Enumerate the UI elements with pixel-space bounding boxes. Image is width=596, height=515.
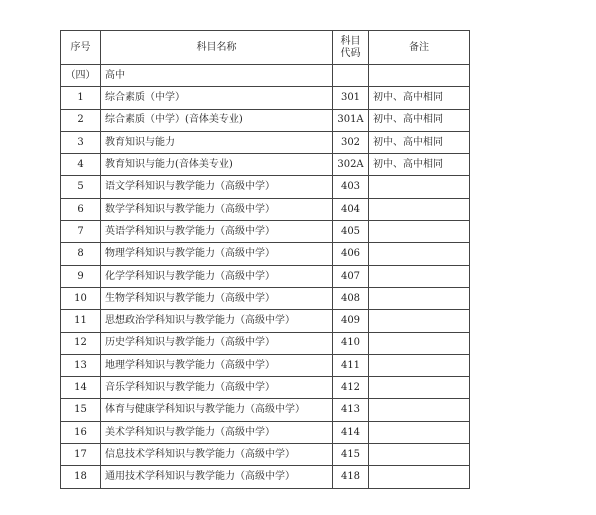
cell-no: 7	[61, 221, 101, 243]
cell-code: 412	[333, 377, 369, 399]
cell-note	[369, 310, 470, 332]
cell-no: 1	[61, 87, 101, 109]
section-code	[333, 65, 369, 87]
cell-note	[369, 243, 470, 265]
cell-code: 408	[333, 287, 369, 309]
cell-note	[369, 354, 470, 376]
section-note	[369, 65, 470, 87]
cell-code: 415	[333, 444, 369, 466]
table-row	[61, 287, 470, 309]
cell-code: 414	[333, 421, 369, 443]
cell-code: 404	[333, 198, 369, 220]
cell-note: 初中、高中相同	[369, 131, 470, 153]
cell-code: 413	[333, 399, 369, 421]
table-row	[61, 221, 470, 243]
cell-note	[369, 287, 470, 309]
cell-name: 体育与健康学科知识与教学能力（高级中学）	[101, 399, 333, 421]
header-no: 序号	[61, 31, 101, 65]
cell-name: 英语学科知识与教学能力（高级中学）	[101, 221, 333, 243]
cell-no: 8	[61, 243, 101, 265]
cell-name: 教育知识与能力(音体美专业)	[101, 154, 333, 176]
cell-no: 2	[61, 109, 101, 131]
table-header-row	[61, 31, 470, 65]
table-row	[61, 444, 470, 466]
cell-name: 信息技术学科知识与教学能力（高级中学）	[101, 444, 333, 466]
cell-code: 301	[333, 87, 369, 109]
cell-no: 3	[61, 131, 101, 153]
cell-code: 407	[333, 265, 369, 287]
table-row	[61, 176, 470, 198]
cell-name: 综合素质（中学）	[101, 87, 333, 109]
cell-no: 12	[61, 332, 101, 354]
cell-code: 410	[333, 332, 369, 354]
cell-no: 10	[61, 287, 101, 309]
cell-name: 物理学科知识与教学能力（高级中学）	[101, 243, 333, 265]
cell-name: 音乐学科知识与教学能力（高级中学）	[101, 377, 333, 399]
cell-code: 411	[333, 354, 369, 376]
section-no: （四）	[61, 65, 101, 87]
cell-code: 302	[333, 131, 369, 153]
cell-no: 4	[61, 154, 101, 176]
table-row	[61, 109, 470, 131]
cell-note: 初中、高中相同	[369, 109, 470, 131]
cell-code: 405	[333, 221, 369, 243]
cell-no: 13	[61, 354, 101, 376]
cell-name: 化学学科知识与教学能力（高级中学）	[101, 265, 333, 287]
cell-code: 301A	[333, 109, 369, 131]
cell-note	[369, 265, 470, 287]
table-row	[61, 87, 470, 109]
header-code-line1: 科目	[340, 36, 361, 47]
cell-code: 418	[333, 466, 369, 488]
cell-note	[369, 176, 470, 198]
table-row	[61, 131, 470, 153]
cell-name: 语文学科知识与教学能力（高级中学）	[101, 176, 333, 198]
cell-note	[369, 399, 470, 421]
table-row	[61, 265, 470, 287]
cell-name: 生物学科知识与教学能力（高级中学）	[101, 287, 333, 309]
table-row	[61, 198, 470, 220]
cell-no: 15	[61, 399, 101, 421]
cell-no: 9	[61, 265, 101, 287]
table-row	[61, 332, 470, 354]
table-row	[61, 466, 470, 488]
table-row	[61, 154, 470, 176]
cell-no: 11	[61, 310, 101, 332]
cell-code: 409	[333, 310, 369, 332]
cell-name: 数学学科知识与教学能力（高级中学）	[101, 198, 333, 220]
cell-name: 美术学科知识与教学能力（高级中学）	[101, 421, 333, 443]
table-row	[61, 243, 470, 265]
cell-note	[369, 466, 470, 488]
cell-note	[369, 332, 470, 354]
cell-name: 思想政治学科知识与教学能力（高级中学）	[101, 310, 333, 332]
cell-name: 通用技术学科知识与教学能力（高级中学）	[101, 466, 333, 488]
cell-no: 17	[61, 444, 101, 466]
cell-no: 6	[61, 198, 101, 220]
header-code	[333, 31, 369, 65]
table-row	[61, 399, 470, 421]
cell-note	[369, 221, 470, 243]
table-row	[61, 354, 470, 376]
cell-note	[369, 377, 470, 399]
cell-code: 406	[333, 243, 369, 265]
cell-name: 历史学科知识与教学能力（高级中学）	[101, 332, 333, 354]
cell-note	[369, 421, 470, 443]
cell-no: 16	[61, 421, 101, 443]
cell-no: 5	[61, 176, 101, 198]
section-name: 高中	[101, 65, 333, 87]
cell-name: 教育知识与能力	[101, 131, 333, 153]
cell-code: 403	[333, 176, 369, 198]
cell-no: 18	[61, 466, 101, 488]
cell-name: 地理学科知识与教学能力（高级中学）	[101, 354, 333, 376]
cell-no: 14	[61, 377, 101, 399]
subjects-table	[60, 30, 470, 489]
cell-name: 综合素质（中学）(音体美专业)	[101, 109, 333, 131]
table-row	[61, 310, 470, 332]
cell-note	[369, 198, 470, 220]
header-code-line2: 代码	[340, 47, 361, 59]
cell-code: 302A	[333, 154, 369, 176]
cell-note	[369, 444, 470, 466]
table-body	[61, 31, 470, 489]
header-name: 科目名称	[101, 31, 333, 65]
header-note: 备注	[369, 31, 470, 65]
table-row	[61, 377, 470, 399]
cell-note: 初中、高中相同	[369, 154, 470, 176]
table-row	[61, 421, 470, 443]
section-row	[61, 65, 470, 87]
cell-note: 初中、高中相同	[369, 87, 470, 109]
